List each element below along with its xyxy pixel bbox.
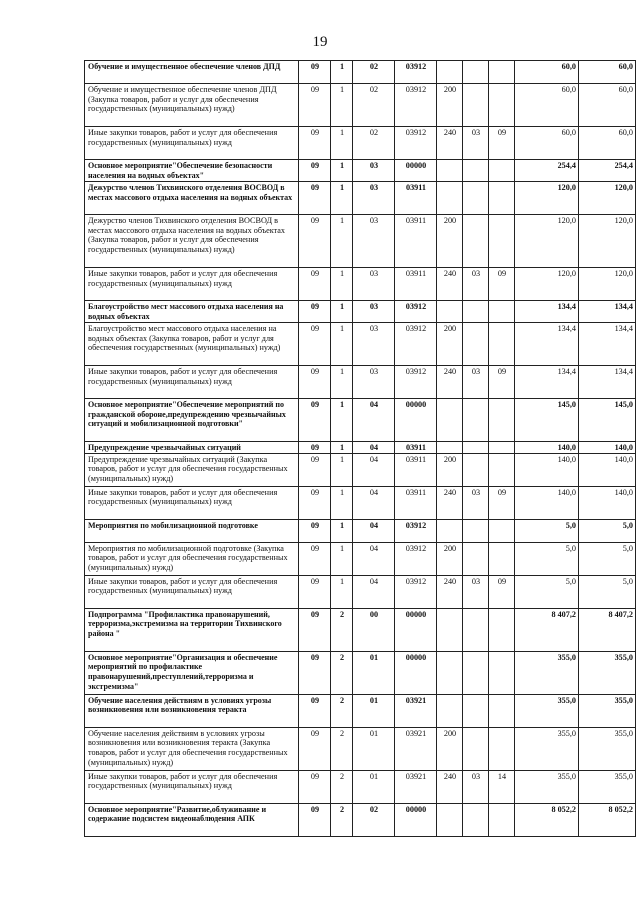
- code-event-cell: 03: [353, 323, 395, 366]
- code-subsection-2-cell: [489, 323, 515, 366]
- code-section-cell: 09: [299, 215, 331, 268]
- budget-table: [84, 60, 636, 837]
- code-subsection-1-cell: [463, 182, 489, 215]
- row-name-cell: Дежурство членов Тихвинского отделения ВОСВОД в местах массового отдыха населения на водных объектах (Закупка товаров, работ и услуг для обеспечения государственных (муниципальных) нужд): [85, 215, 299, 268]
- table-row: [85, 399, 636, 442]
- code-subprogram-cell: 2: [331, 608, 353, 651]
- code-subprogram-cell: 1: [331, 575, 353, 608]
- code-direction-cell: 00000: [395, 608, 437, 651]
- code-subsection-2-cell: [489, 215, 515, 268]
- code-direction-cell: 03921: [395, 770, 437, 803]
- amount-total-cell: 134,4: [579, 301, 636, 323]
- code-event-cell: 04: [353, 519, 395, 542]
- code-event-cell: 04: [353, 453, 395, 486]
- code-subprogram-cell: 1: [331, 160, 353, 182]
- amount-plan-cell: 355,0: [515, 651, 579, 694]
- code-subprogram-cell: 1: [331, 301, 353, 323]
- row-name-cell: Обучение населения действиям в условиях угрозы возникновения или возникновения теракта: [85, 694, 299, 727]
- amount-plan-cell: 134,4: [515, 323, 579, 366]
- code-section-cell: 09: [299, 651, 331, 694]
- code-expense-type-cell: [437, 694, 463, 727]
- code-subsection-1-cell: [463, 542, 489, 575]
- table-row: [85, 453, 636, 486]
- code-event-cell: 03: [353, 366, 395, 399]
- amount-total-cell: 60,0: [579, 127, 636, 160]
- code-direction-cell: 00000: [395, 160, 437, 182]
- code-subsection-1-cell: 03: [463, 770, 489, 803]
- code-subsection-2-cell: [489, 542, 515, 575]
- code-direction-cell: 03911: [395, 182, 437, 215]
- amount-total-cell: 134,4: [579, 323, 636, 366]
- code-expense-type-cell: [437, 61, 463, 84]
- code-subprogram-cell: 1: [331, 453, 353, 486]
- code-event-cell: 04: [353, 399, 395, 442]
- code-event-cell: 04: [353, 442, 395, 454]
- code-direction-cell: 00000: [395, 399, 437, 442]
- amount-total-cell: 60,0: [579, 61, 636, 84]
- code-subsection-2-cell: [489, 608, 515, 651]
- row-name-cell: Иные закупки товаров, работ и услуг для обеспечения государственных (муниципальных) нужд: [85, 486, 299, 519]
- row-name-cell: Иные закупки товаров, работ и услуг для обеспечения государственных (муниципальных) нужд: [85, 366, 299, 399]
- code-event-cell: 02: [353, 127, 395, 160]
- code-expense-type-cell: 240: [437, 366, 463, 399]
- code-section-cell: 09: [299, 770, 331, 803]
- code-direction-cell: 00000: [395, 803, 437, 836]
- code-subprogram-cell: 1: [331, 399, 353, 442]
- row-name-cell: Иные закупки товаров, работ и услуг для обеспечения государственных (муниципальных) нужд: [85, 575, 299, 608]
- amount-total-cell: 60,0: [579, 84, 636, 127]
- code-direction-cell: 03912: [395, 575, 437, 608]
- amount-plan-cell: 60,0: [515, 84, 579, 127]
- code-section-cell: 09: [299, 486, 331, 519]
- code-subsection-1-cell: [463, 803, 489, 836]
- row-name-cell: Благоустройство мест массового отдыха населения на водных объектах: [85, 301, 299, 323]
- code-section-cell: 09: [299, 453, 331, 486]
- code-section-cell: 09: [299, 182, 331, 215]
- code-subprogram-cell: 2: [331, 770, 353, 803]
- code-event-cell: 03: [353, 215, 395, 268]
- code-event-cell: 02: [353, 803, 395, 836]
- table-row: [85, 366, 636, 399]
- amount-plan-cell: 120,0: [515, 182, 579, 215]
- amount-total-cell: 5,0: [579, 519, 636, 542]
- code-subsection-1-cell: [463, 442, 489, 454]
- table-row: [85, 608, 636, 651]
- code-subsection-2-cell: [489, 651, 515, 694]
- row-name-cell: Основное мероприятие"Обеспечение мероприятий по гражданской обороне,предупреждению чрезвычайных ситуаций и мобилизационной подготовки": [85, 399, 299, 442]
- amount-plan-cell: 355,0: [515, 770, 579, 803]
- table-row: [85, 127, 636, 160]
- code-direction-cell: 03911: [395, 268, 437, 301]
- code-subprogram-cell: 1: [331, 486, 353, 519]
- code-subsection-1-cell: [463, 301, 489, 323]
- amount-plan-cell: 120,0: [515, 268, 579, 301]
- row-name-cell: Иные закупки товаров, работ и услуг для обеспечения государственных (муниципальных) нужд: [85, 770, 299, 803]
- code-expense-type-cell: 240: [437, 268, 463, 301]
- table-row: [85, 61, 636, 84]
- code-expense-type-cell: [437, 608, 463, 651]
- code-subsection-2-cell: [489, 301, 515, 323]
- code-subsection-1-cell: [463, 84, 489, 127]
- code-section-cell: 09: [299, 608, 331, 651]
- code-subprogram-cell: 1: [331, 84, 353, 127]
- code-section-cell: 09: [299, 442, 331, 454]
- table-row: [85, 323, 636, 366]
- code-section-cell: 09: [299, 366, 331, 399]
- code-section-cell: 09: [299, 803, 331, 836]
- row-name-cell: Обучение населения действиям в условиях угрозы возникновения или возникновения теракта (Закупка товаров, работ и услуг для обеспечения государственных (муниципальных) нужд): [85, 727, 299, 770]
- code-expense-type-cell: [437, 651, 463, 694]
- table-row: [85, 803, 636, 836]
- code-expense-type-cell: [437, 803, 463, 836]
- code-event-cell: 01: [353, 770, 395, 803]
- code-direction-cell: 03912: [395, 519, 437, 542]
- table-row: [85, 575, 636, 608]
- code-section-cell: 09: [299, 542, 331, 575]
- row-name-cell: Обучение и имущественное обеспечение членов ДПД: [85, 61, 299, 84]
- amount-total-cell: 355,0: [579, 770, 636, 803]
- table-row: [85, 268, 636, 301]
- code-event-cell: 04: [353, 575, 395, 608]
- code-subprogram-cell: 2: [331, 727, 353, 770]
- code-subsection-1-cell: [463, 519, 489, 542]
- code-direction-cell: 03912: [395, 61, 437, 84]
- amount-total-cell: 5,0: [579, 575, 636, 608]
- code-subsection-1-cell: [463, 727, 489, 770]
- table-row: [85, 542, 636, 575]
- code-expense-type-cell: 240: [437, 486, 463, 519]
- code-direction-cell: 03912: [395, 127, 437, 160]
- amount-total-cell: 355,0: [579, 651, 636, 694]
- row-name-cell: Основное мероприятие"Обеспечение безопасности населения на водных объектах": [85, 160, 299, 182]
- amount-plan-cell: 140,0: [515, 442, 579, 454]
- row-name-cell: Иные закупки товаров, работ и услуг для обеспечения государственных (муниципальных) нужд: [85, 127, 299, 160]
- code-subsection-2-cell: 09: [489, 366, 515, 399]
- row-name-cell: Предупреждение чрезвычайных ситуаций: [85, 442, 299, 454]
- amount-plan-cell: 5,0: [515, 542, 579, 575]
- code-direction-cell: 03921: [395, 694, 437, 727]
- code-subsection-1-cell: [463, 608, 489, 651]
- code-direction-cell: 03911: [395, 486, 437, 519]
- code-section-cell: 09: [299, 323, 331, 366]
- code-subprogram-cell: 1: [331, 268, 353, 301]
- amount-plan-cell: 5,0: [515, 519, 579, 542]
- code-subsection-1-cell: 03: [463, 366, 489, 399]
- row-name-cell: Дежурство членов Тихвинского отделения ВОСВОД в местах массового отдыха населения на водных объектах: [85, 182, 299, 215]
- code-direction-cell: 03911: [395, 453, 437, 486]
- code-subsection-2-cell: [489, 399, 515, 442]
- code-subprogram-cell: 1: [331, 215, 353, 268]
- code-section-cell: 09: [299, 694, 331, 727]
- code-subsection-1-cell: [463, 651, 489, 694]
- row-name-cell: Основное мероприятие"Организация и обеспечение мероприятий по профилактике правонарушений,преступлений,терроризма и экстремизма": [85, 651, 299, 694]
- code-section-cell: 09: [299, 84, 331, 127]
- code-subsection-1-cell: [463, 61, 489, 84]
- amount-total-cell: 120,0: [579, 268, 636, 301]
- page-number: 19: [312, 34, 328, 50]
- code-subsection-1-cell: [463, 694, 489, 727]
- code-direction-cell: 03921: [395, 727, 437, 770]
- table-row: [85, 160, 636, 182]
- code-section-cell: 09: [299, 399, 331, 442]
- amount-plan-cell: 60,0: [515, 127, 579, 160]
- code-subprogram-cell: 1: [331, 542, 353, 575]
- code-subsection-2-cell: 09: [489, 268, 515, 301]
- code-subsection-2-cell: [489, 442, 515, 454]
- code-subprogram-cell: 1: [331, 366, 353, 399]
- code-event-cell: 00: [353, 608, 395, 651]
- code-subsection-2-cell: 09: [489, 127, 515, 160]
- code-direction-cell: 03911: [395, 215, 437, 268]
- amount-plan-cell: 254,4: [515, 160, 579, 182]
- code-expense-type-cell: 200: [437, 453, 463, 486]
- amount-total-cell: 140,0: [579, 442, 636, 454]
- code-section-cell: 09: [299, 575, 331, 608]
- row-name-cell: Основное мероприятие"Развитие,облуживание и содержание подсистем видеонаблюдения АПК: [85, 803, 299, 836]
- code-subsection-2-cell: [489, 84, 515, 127]
- amount-plan-cell: 134,4: [515, 366, 579, 399]
- code-expense-type-cell: 200: [437, 84, 463, 127]
- code-subsection-2-cell: 14: [489, 770, 515, 803]
- code-subsection-1-cell: [463, 215, 489, 268]
- amount-total-cell: 254,4: [579, 160, 636, 182]
- amount-total-cell: 5,0: [579, 542, 636, 575]
- table-row: [85, 486, 636, 519]
- code-expense-type-cell: 240: [437, 575, 463, 608]
- code-section-cell: 09: [299, 61, 331, 84]
- code-expense-type-cell: 200: [437, 542, 463, 575]
- budget-table-body: [85, 61, 636, 837]
- code-subsection-2-cell: [489, 803, 515, 836]
- code-subprogram-cell: 2: [331, 803, 353, 836]
- amount-plan-cell: 5,0: [515, 575, 579, 608]
- code-subsection-2-cell: [489, 160, 515, 182]
- code-subprogram-cell: 1: [331, 127, 353, 160]
- table-row: [85, 215, 636, 268]
- table-row: [85, 519, 636, 542]
- row-name-cell: Предупреждение чрезвычайных ситуаций (Закупка товаров, работ и услуг для обеспечения государственных (муниципальных) нужд): [85, 453, 299, 486]
- code-subsection-2-cell: [489, 727, 515, 770]
- code-event-cell: 01: [353, 727, 395, 770]
- code-section-cell: 09: [299, 519, 331, 542]
- code-event-cell: 03: [353, 301, 395, 323]
- amount-plan-cell: 145,0: [515, 399, 579, 442]
- code-section-cell: 09: [299, 160, 331, 182]
- amount-plan-cell: 355,0: [515, 694, 579, 727]
- code-expense-type-cell: [437, 399, 463, 442]
- table-row: [85, 727, 636, 770]
- amount-total-cell: 140,0: [579, 453, 636, 486]
- code-subsection-1-cell: [463, 399, 489, 442]
- code-subprogram-cell: 1: [331, 61, 353, 84]
- code-direction-cell: 03912: [395, 323, 437, 366]
- row-name-cell: Мероприятия по мобилизационной подготовке: [85, 519, 299, 542]
- code-expense-type-cell: 240: [437, 127, 463, 160]
- code-event-cell: 03: [353, 268, 395, 301]
- table-row: [85, 651, 636, 694]
- code-event-cell: 02: [353, 61, 395, 84]
- code-expense-type-cell: [437, 442, 463, 454]
- code-subprogram-cell: 1: [331, 519, 353, 542]
- code-expense-type-cell: [437, 182, 463, 215]
- amount-plan-cell: 140,0: [515, 486, 579, 519]
- amount-plan-cell: 134,4: [515, 301, 579, 323]
- code-subsection-2-cell: 09: [489, 575, 515, 608]
- code-subsection-2-cell: [489, 182, 515, 215]
- code-section-cell: 09: [299, 127, 331, 160]
- code-subsection-1-cell: 03: [463, 486, 489, 519]
- row-name-cell: Подпрограмма "Профилактика правонарушений, терроризма,экстремизма на территории Тихвинского района ": [85, 608, 299, 651]
- code-section-cell: 09: [299, 301, 331, 323]
- amount-total-cell: 355,0: [579, 727, 636, 770]
- code-event-cell: 03: [353, 182, 395, 215]
- code-subprogram-cell: 1: [331, 182, 353, 215]
- table-row: [85, 182, 636, 215]
- table-row: [85, 442, 636, 454]
- amount-plan-cell: 8 052,2: [515, 803, 579, 836]
- code-expense-type-cell: [437, 160, 463, 182]
- code-expense-type-cell: [437, 519, 463, 542]
- amount-total-cell: 8 052,2: [579, 803, 636, 836]
- row-name-cell: Мероприятия по мобилизационной подготовке (Закупка товаров, работ и услуг для обеспечения государственных (муниципальных) нужд): [85, 542, 299, 575]
- code-subprogram-cell: 2: [331, 651, 353, 694]
- code-subsection-1-cell: 03: [463, 127, 489, 160]
- code-direction-cell: 03912: [395, 301, 437, 323]
- code-subprogram-cell: 1: [331, 323, 353, 366]
- amount-total-cell: 134,4: [579, 366, 636, 399]
- code-direction-cell: 03911: [395, 442, 437, 454]
- amount-total-cell: 145,0: [579, 399, 636, 442]
- table-row: [85, 84, 636, 127]
- row-name-cell: Обучение и имущественное обеспечение членов ДПД (Закупка товаров, работ и услуг для обеспечения государственных (муниципальных) нужд): [85, 84, 299, 127]
- code-event-cell: 02: [353, 84, 395, 127]
- amount-plan-cell: 60,0: [515, 61, 579, 84]
- code-event-cell: 01: [353, 651, 395, 694]
- code-direction-cell: 03912: [395, 366, 437, 399]
- table-row: [85, 301, 636, 323]
- code-section-cell: 09: [299, 727, 331, 770]
- amount-total-cell: 355,0: [579, 694, 636, 727]
- code-direction-cell: 03912: [395, 542, 437, 575]
- code-subsection-1-cell: [463, 453, 489, 486]
- amount-total-cell: 8 407,2: [579, 608, 636, 651]
- code-expense-type-cell: 240: [437, 770, 463, 803]
- row-name-cell: Благоустройство мест массового отдыха населения на водных объектах (Закупка товаров, работ и услуг для обеспечения государственных (муниципальных) нужд): [85, 323, 299, 366]
- amount-total-cell: 120,0: [579, 215, 636, 268]
- table-row: [85, 694, 636, 727]
- code-subsection-1-cell: [463, 160, 489, 182]
- amount-plan-cell: 120,0: [515, 215, 579, 268]
- code-subsection-1-cell: [463, 323, 489, 366]
- code-subsection-2-cell: [489, 453, 515, 486]
- code-subsection-2-cell: [489, 61, 515, 84]
- code-subsection-2-cell: [489, 694, 515, 727]
- code-event-cell: 03: [353, 160, 395, 182]
- code-expense-type-cell: 200: [437, 727, 463, 770]
- amount-plan-cell: 355,0: [515, 727, 579, 770]
- code-expense-type-cell: 200: [437, 215, 463, 268]
- code-section-cell: 09: [299, 268, 331, 301]
- code-event-cell: 01: [353, 694, 395, 727]
- amount-total-cell: 120,0: [579, 182, 636, 215]
- code-expense-type-cell: 200: [437, 323, 463, 366]
- table-row: [85, 770, 636, 803]
- code-expense-type-cell: [437, 301, 463, 323]
- code-subprogram-cell: 1: [331, 442, 353, 454]
- amount-plan-cell: 8 407,2: [515, 608, 579, 651]
- code-subsection-2-cell: 09: [489, 486, 515, 519]
- amount-total-cell: 140,0: [579, 486, 636, 519]
- code-event-cell: 04: [353, 542, 395, 575]
- code-event-cell: 04: [353, 486, 395, 519]
- code-direction-cell: 03912: [395, 84, 437, 127]
- code-direction-cell: 00000: [395, 651, 437, 694]
- amount-plan-cell: 140,0: [515, 453, 579, 486]
- code-subsection-2-cell: [489, 519, 515, 542]
- code-subprogram-cell: 2: [331, 694, 353, 727]
- code-subsection-1-cell: 03: [463, 575, 489, 608]
- row-name-cell: Иные закупки товаров, работ и услуг для обеспечения государственных (муниципальных) нужд: [85, 268, 299, 301]
- code-subsection-1-cell: 03: [463, 268, 489, 301]
